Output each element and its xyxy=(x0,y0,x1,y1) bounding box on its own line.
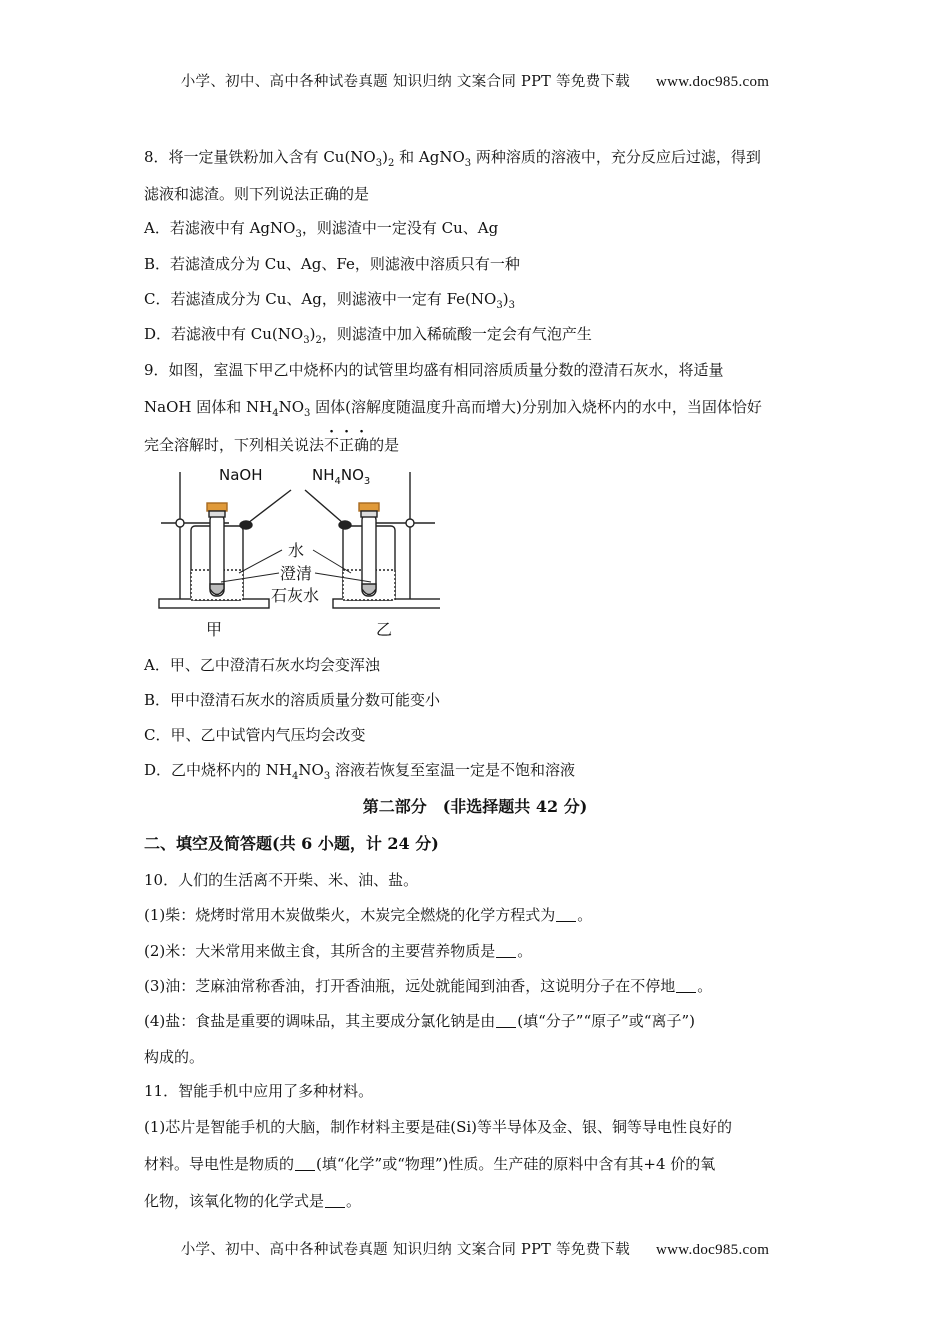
footer-text: 小学、初中、高中各种试卷真题 知识归纳 文案合同 PPT 等免费下载 xyxy=(180,1242,631,1258)
q9-stem-line2: NaOH 固体和 $NH_4NO_3$ 固体(溶解度随温度升高而增大)分别加入烧杯内的水中，当固体恰好 xyxy=(144,398,762,419)
q8-stem-line2: 滤液和滤渣。则下列说法正确的是 xyxy=(144,185,370,203)
emphasis-char: 不 xyxy=(324,436,340,454)
part2-title: 第二部分 (非选择题共 42 分) xyxy=(362,797,588,816)
q10-part4: (4)盐：食盐是重要的调味品，其主要成分氯化钠是由 (填“分子”“原子”或“离子”) xyxy=(144,1012,695,1030)
q9-option-b: B．甲中澄清石灰水的溶质质量分数可能变小 xyxy=(144,691,441,709)
q10-part4-line2: 构成的。 xyxy=(144,1048,205,1066)
label-lime-1: 澄清 xyxy=(280,564,313,583)
q11-part1-line1: (1)芯片是智能手机的大脑，制作材料主要是硅(Si)等半导体及金、银、铜等导电性良好的 xyxy=(144,1118,733,1136)
footer-site: www.doc985.com xyxy=(656,1242,770,1258)
answer-blank[interactable] xyxy=(496,943,516,958)
q8-stem: 8．将一定量铁粉加入含有 $Cu(NO_3)_2$ 和 AgNO$_3$ 两种溶质的溶液中，充分反应后过滤，得到 xyxy=(144,148,761,169)
q10-part3: (3)油：芝麻油常称香油，打开香油瓶，远处就能闻到油香，这说明分子在不停地 。 xyxy=(144,977,713,995)
answer-blank[interactable] xyxy=(496,1013,516,1028)
q9-stem-line1: 9．如图，室温下甲乙中烧杯内的试管里均盛有相同溶质质量分数的澄清石灰水，将适量 xyxy=(144,361,724,379)
label-nh4no3: $NH_4NO_3$ xyxy=(312,466,371,487)
answer-blank[interactable] xyxy=(556,907,576,922)
q8-option-b: B．若滤渣成分为 Cu、Ag、Fe，则滤液中溶质只有一种 xyxy=(144,255,520,273)
answer-blank[interactable] xyxy=(295,1156,315,1171)
q9-option-d: D．乙中烧杯内的 $NH_4NO_3$ 溶液若恢复至室温一定是不饱和溶液 xyxy=(144,761,575,782)
q8-option-a: A．若滤液中有 AgNO$_3$，则滤渣中一定没有 Cu、Ag xyxy=(144,219,499,240)
header-text: 小学、初中、高中各种试卷真题 知识归纳 文案合同 PPT 等免费下载 xyxy=(180,74,631,90)
page-header xyxy=(0,70,950,91)
label-lime-2: 石灰水 xyxy=(271,586,320,605)
answer-blank[interactable] xyxy=(676,978,696,993)
q9-stem-line3: 完全溶解时，下列相关说法不正确的是 xyxy=(144,436,400,454)
apparatus-figure xyxy=(155,458,440,643)
q8-option-d: D．若滤液中有 $Cu(NO_3)_2$，则滤渣中加入稀硫酸一定会有气泡产生 xyxy=(144,325,592,346)
setup-yi xyxy=(305,472,440,608)
page-footer xyxy=(0,1238,950,1259)
q8-option-c: C．若滤渣成分为 Cu、Ag，则滤液中一定有 $Fe(NO_3)_3$ xyxy=(144,290,515,311)
q10-stem: 10．人们的生活离不开柴、米、油、盐。 xyxy=(144,871,419,889)
emphasis-char: 确 xyxy=(354,436,370,454)
section2-title: 二、填空及简答题(共 6 小题，计 24 分) xyxy=(144,834,439,853)
q11-stem: 11．智能手机中应用了多种材料。 xyxy=(144,1082,374,1100)
label-water: 水 xyxy=(288,541,305,560)
label-naoh: NaOH xyxy=(219,466,263,484)
q11-part1-line3: 化物，该氧化物的化学式是 。 xyxy=(144,1192,362,1210)
q10-part2: (2)米：大米常用来做主食，其所含的主要营养物质是 。 xyxy=(144,942,533,960)
label-jia: 甲 xyxy=(206,620,223,639)
q9-option-a: A．甲、乙中澄清石灰水均会变浑浊 xyxy=(144,656,380,674)
q11-part1-line2: 材料。导电性是物质的 (填“化学”或“物理”)性质。生产硅的原料中含有其+4 价的氧 xyxy=(144,1155,716,1173)
q10-part1: (1)柴：烧烤时常用木炭做柴火，木炭完全燃烧的化学方程式为 。 xyxy=(144,906,593,924)
emphasis-char: 正 xyxy=(339,436,355,454)
answer-blank[interactable] xyxy=(325,1193,345,1208)
header-site: www.doc985.com xyxy=(656,74,770,90)
q9-option-c: C．甲、乙中试管内气压均会改变 xyxy=(144,726,366,744)
label-yi: 乙 xyxy=(376,620,393,639)
